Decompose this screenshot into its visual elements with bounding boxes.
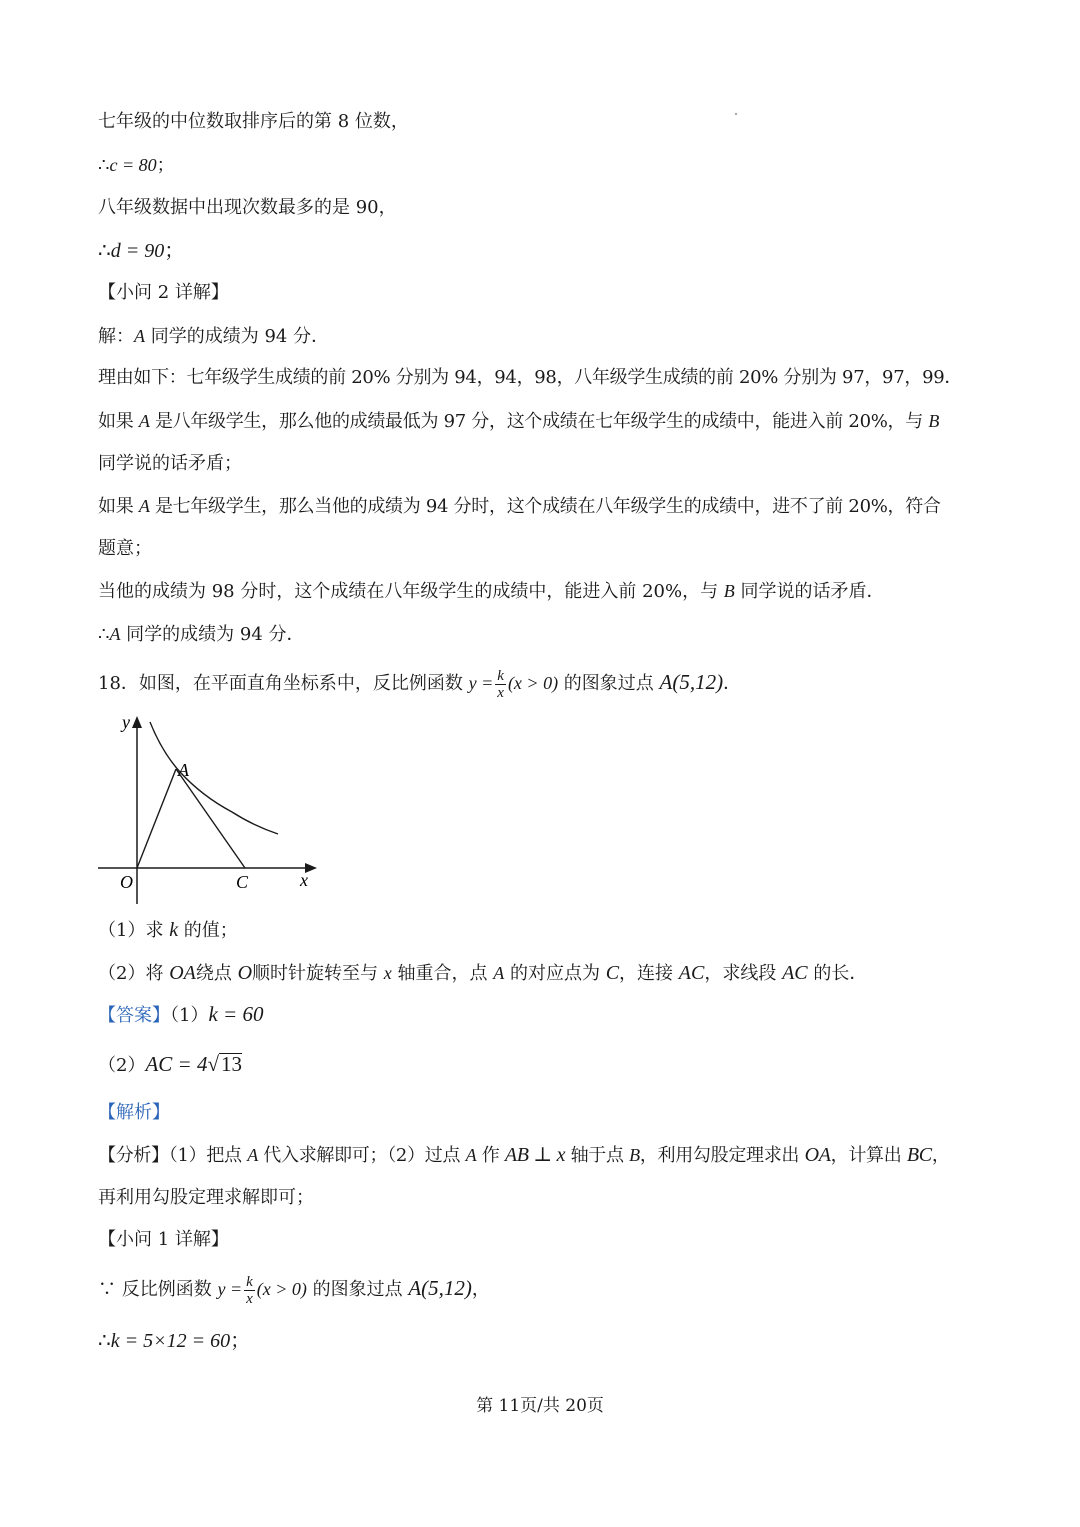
line-text: ，求线段 xyxy=(704,963,783,984)
text-line xyxy=(98,579,885,604)
therefore-symbol: ∴ xyxy=(98,1328,111,1352)
math-var: AC xyxy=(678,962,705,984)
punctuation: ， xyxy=(931,1145,950,1166)
sub-question-1 xyxy=(98,918,238,943)
hyperbola-curve xyxy=(150,722,278,834)
punctuation: ； xyxy=(230,1328,251,1352)
math-var: AC xyxy=(782,962,808,984)
section-heading xyxy=(98,281,229,305)
line-text: 绕点 xyxy=(195,963,238,984)
line-text: 八年级数据中出现次数最多的是 90， xyxy=(98,197,397,218)
punctuation: ； xyxy=(164,238,185,262)
equation: k = 5×12 = 60 xyxy=(110,1330,231,1352)
sqrt-radicand: 13 xyxy=(221,1052,242,1076)
segment-AC xyxy=(176,769,245,868)
because-symbol: ∵ xyxy=(98,1279,116,1300)
text-line xyxy=(98,238,184,263)
coordinate-figure xyxy=(92,708,322,908)
math-var: OA xyxy=(804,1144,831,1166)
line-text: 如果 xyxy=(98,496,139,517)
text-line xyxy=(98,324,329,349)
math-var: A xyxy=(247,1145,258,1165)
line-text: （1）求 xyxy=(98,920,170,941)
therefore-symbol: ∴ xyxy=(98,238,111,262)
line-text: 的值； xyxy=(178,920,238,941)
label-C: C xyxy=(236,872,249,892)
text-line xyxy=(98,196,397,220)
math-var: O xyxy=(237,962,253,984)
line-text: 是七年级学生，那么当他的成绩为 94 分时，这个成绩在八年级学生的成绩中，进不了前 20%，符合 xyxy=(149,496,941,517)
text-line xyxy=(98,153,175,178)
label-x: x xyxy=(300,870,308,890)
math-var: BC xyxy=(906,1144,932,1166)
equation: d = 90 xyxy=(110,240,165,262)
label-A: A xyxy=(178,760,189,780)
math-var: B xyxy=(629,1145,640,1165)
line-text: 轴于点 xyxy=(565,1145,630,1166)
line-text: 的对应点为 xyxy=(504,963,606,984)
math-var: A xyxy=(134,326,145,346)
punctuation: ， xyxy=(471,1279,490,1300)
fraction-denominator: x xyxy=(497,684,504,701)
line-text: ，连接 xyxy=(619,963,679,984)
sub-question-2 xyxy=(98,961,867,986)
text-line xyxy=(98,452,242,476)
line-text: 同学的成绩为 94 分． xyxy=(145,326,330,347)
label-O: O xyxy=(120,872,133,892)
analysis-tag: 【解析】 xyxy=(98,1102,170,1123)
text-line xyxy=(98,409,939,434)
math-var: B xyxy=(928,411,940,431)
fenxi-line xyxy=(98,1143,950,1168)
fraction-numerator: k xyxy=(497,667,504,684)
scan-speck xyxy=(735,113,737,115)
math-var: A xyxy=(109,624,121,644)
math-var: A xyxy=(465,1145,477,1165)
line-text: 的图象过点 xyxy=(306,1279,409,1300)
math-var: B xyxy=(723,581,735,601)
math-expr: y = xyxy=(468,673,494,693)
line-text: 理由如下：七年级学生成绩的前 20% 分别为 94，94，98，八年级学生成绩的前 20% 分别为 97，97，99． xyxy=(98,367,963,388)
line-text: 的长． xyxy=(807,963,868,984)
line-text: 顺时针旋转至与 xyxy=(252,963,384,984)
equation: AC = 4 xyxy=(145,1052,208,1076)
answer-line-2: （2）AC = 4√13 xyxy=(98,1052,242,1076)
line-text: 再利用勾股定理求解即可； xyxy=(98,1187,314,1208)
heading-text: 【小问 1 详解】 xyxy=(98,1229,229,1250)
text-line xyxy=(98,622,305,647)
line-text: 题意； xyxy=(98,538,152,559)
line-text: 代入求解即可；（2）过点 xyxy=(257,1145,466,1166)
line-text: 同学的成绩为 94 分． xyxy=(120,624,305,645)
text-line xyxy=(98,494,941,519)
equation: k = 60 xyxy=(208,1002,264,1026)
fraction xyxy=(495,668,506,701)
punctuation: ． xyxy=(723,673,742,694)
line-text: 是八年级学生，那么他的成绩最低为 97 分，这个成绩在七年级学生的成绩中，能进入前 20%，与 xyxy=(149,411,929,432)
section-heading xyxy=(98,1228,229,1252)
math-point: A(5,12) xyxy=(659,670,724,694)
punctuation: ； xyxy=(156,155,175,176)
math-condition: (x > 0) xyxy=(507,673,559,693)
line-text: 轴重合，点 xyxy=(391,963,494,984)
line-text: 同学说的话矛盾． xyxy=(734,581,885,602)
math-condition: (x > 0) xyxy=(256,1279,307,1299)
fraction-numerator: k xyxy=(246,1273,253,1290)
question-text: 的图象过点 xyxy=(558,673,660,694)
math-var: k xyxy=(169,919,179,941)
heading-text: 【小问 2 详解】 xyxy=(98,282,229,303)
line-text: ，利用勾股定理求出 xyxy=(639,1145,805,1166)
line-text: 解： xyxy=(98,326,134,347)
line-text: 反比例函数 xyxy=(116,1279,218,1300)
math-var: A xyxy=(138,411,150,431)
fenxi-line-2 xyxy=(98,1186,314,1210)
line-text: 作 xyxy=(476,1145,505,1166)
therefore-symbol: ∴ xyxy=(98,155,110,176)
math-var: x xyxy=(383,963,392,983)
math-expr: AB ⊥ x xyxy=(504,1144,566,1166)
math-var: A xyxy=(493,963,505,983)
line-text: 七年级的中位数取排序后的第 8 位数， xyxy=(98,111,409,132)
line-text: 【分析】（1）把点 xyxy=(98,1145,248,1166)
segment-OA xyxy=(137,769,176,868)
text-line xyxy=(98,110,409,134)
answer-line-1 xyxy=(98,1002,263,1028)
y-axis-arrow-icon xyxy=(132,716,142,728)
label-y: y xyxy=(122,712,130,732)
text-line xyxy=(98,537,152,561)
line-text: ，计算出 xyxy=(830,1145,907,1166)
fraction-denominator: x xyxy=(246,1290,253,1307)
line-text: 如果 xyxy=(98,411,139,432)
line-text: 同学说的话矛盾； xyxy=(98,453,242,474)
therefore-symbol: ∴ xyxy=(98,624,110,645)
equation: c = 80 xyxy=(109,155,157,175)
line-text: 当他的成绩为 98 分时，这个成绩在八年级学生的成绩中，能进入前 20%，与 xyxy=(98,581,724,602)
page-footer: 第 11页/共 20页 xyxy=(476,1396,604,1416)
analysis-heading xyxy=(98,1101,170,1125)
text-line xyxy=(98,366,962,390)
question-text: 18．如图，在平面直角坐标系中，反比例函数 xyxy=(98,673,469,694)
answer-tag: 【答案】 xyxy=(98,1005,170,1026)
math-point: A(5,12) xyxy=(408,1276,472,1300)
question-18 xyxy=(98,664,741,702)
fraction xyxy=(244,1274,255,1307)
therefore-line xyxy=(98,1328,250,1353)
because-line xyxy=(98,1268,490,1310)
math-var: A xyxy=(138,496,150,516)
line-text: （2） xyxy=(98,1055,146,1076)
math-var: C xyxy=(605,962,620,984)
line-text: （1） xyxy=(170,1005,209,1026)
math-var: OA xyxy=(169,962,196,984)
line-text: （2）将 xyxy=(98,963,170,984)
math-expr: y = xyxy=(217,1279,243,1299)
